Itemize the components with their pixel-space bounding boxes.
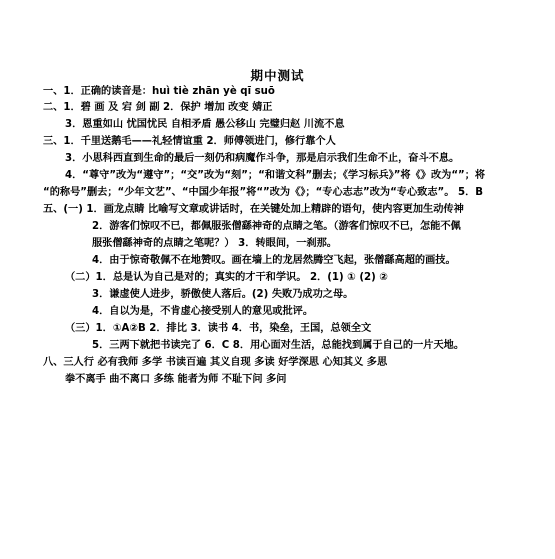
answer-line-5-part3-1: （三）1．①A②B 2．排比 3．读书 4．书，染垒，王国，总领全文: [65, 323, 372, 334]
answer-line-3-4-cont: “的称号”删去；“少年文艺”、“中国少年报”将“”改为《》；“专心志志”改为“专心致志”。 5．B: [43, 187, 484, 198]
answer-line-5-4: 4．由于惊奇敬佩不在地赞叹。画在墙上的龙居然腾空飞起，张僧繇高超的画技。: [92, 255, 456, 266]
answer-line-5-1: 五、(一) 1．画龙点睛 比喻写文章或讲话时，在关键处加上精辟的语句，使内容更加生动传神: [43, 204, 464, 215]
answer-line-8-2: 拳不离手 曲不离口 多练 能者为师 不耻下问 多问: [65, 374, 287, 385]
answer-line-5-part2-4: 4．自以为是，不肯虚心接受别人的意见或批评。: [92, 306, 314, 317]
answer-line-8-1: 八、三人行 必有我师 多学 书读百遍 其义自现 多读 好学深思 心知其义 多思: [43, 357, 388, 368]
answer-line-5-part2-3: 3．谦虚使人进步，骄傲使人落后。(2) 失败乃成功之母。: [92, 289, 354, 300]
page-title: 期中测试: [250, 68, 305, 83]
answer-line-5-part3-5: 5．三两下就把书读完了 6．C 8．用心面对生活，总能找到属于自己的一片天地。: [92, 340, 465, 351]
answer-line-3-1: 三、1．千里送鹅毛——礼轻情谊重 2．师傅领进门，修行靠个人: [43, 136, 336, 147]
answer-line-5-part2-1: （二）1．总是认为自己是对的；真实的才干和学识。 2．(1) ① (2) ②: [65, 272, 388, 283]
answer-line-5-2: 2．游客们惊叹不已，都佩服张僧繇神奇的点睛之笔。（游客们惊叹不已，怎能不佩: [92, 221, 461, 232]
answer-line-3-4: 4．“尊守”改为“遵守”；“交”改为“刻”；“和谐文科”删去；《学习标兵》”将《》改为“”；将: [65, 170, 486, 181]
answer-line-1-1: 一、1．正确的读音是：huì tiè zhān yè qī suō: [43, 86, 275, 97]
answer-line-5-2-cont: 服张僧繇神奇的点睛之笔呢？） 3．转眼间，一刹那。: [92, 238, 337, 249]
answer-line-2-3: 3．恩重如山 忧国忧民 自相矛盾 愚公移山 完璧归赵 川流不息: [65, 119, 345, 130]
answer-line-2-1: 二、1．碧 画 及 宕 剑 副 2．保护 增加 改变 婧正: [43, 102, 273, 113]
answer-line-3-3: 3．小思科西直到生命的最后一刻仍和病魔作斗争，那是启示我们生命不止，奋斗不息。: [65, 153, 460, 164]
